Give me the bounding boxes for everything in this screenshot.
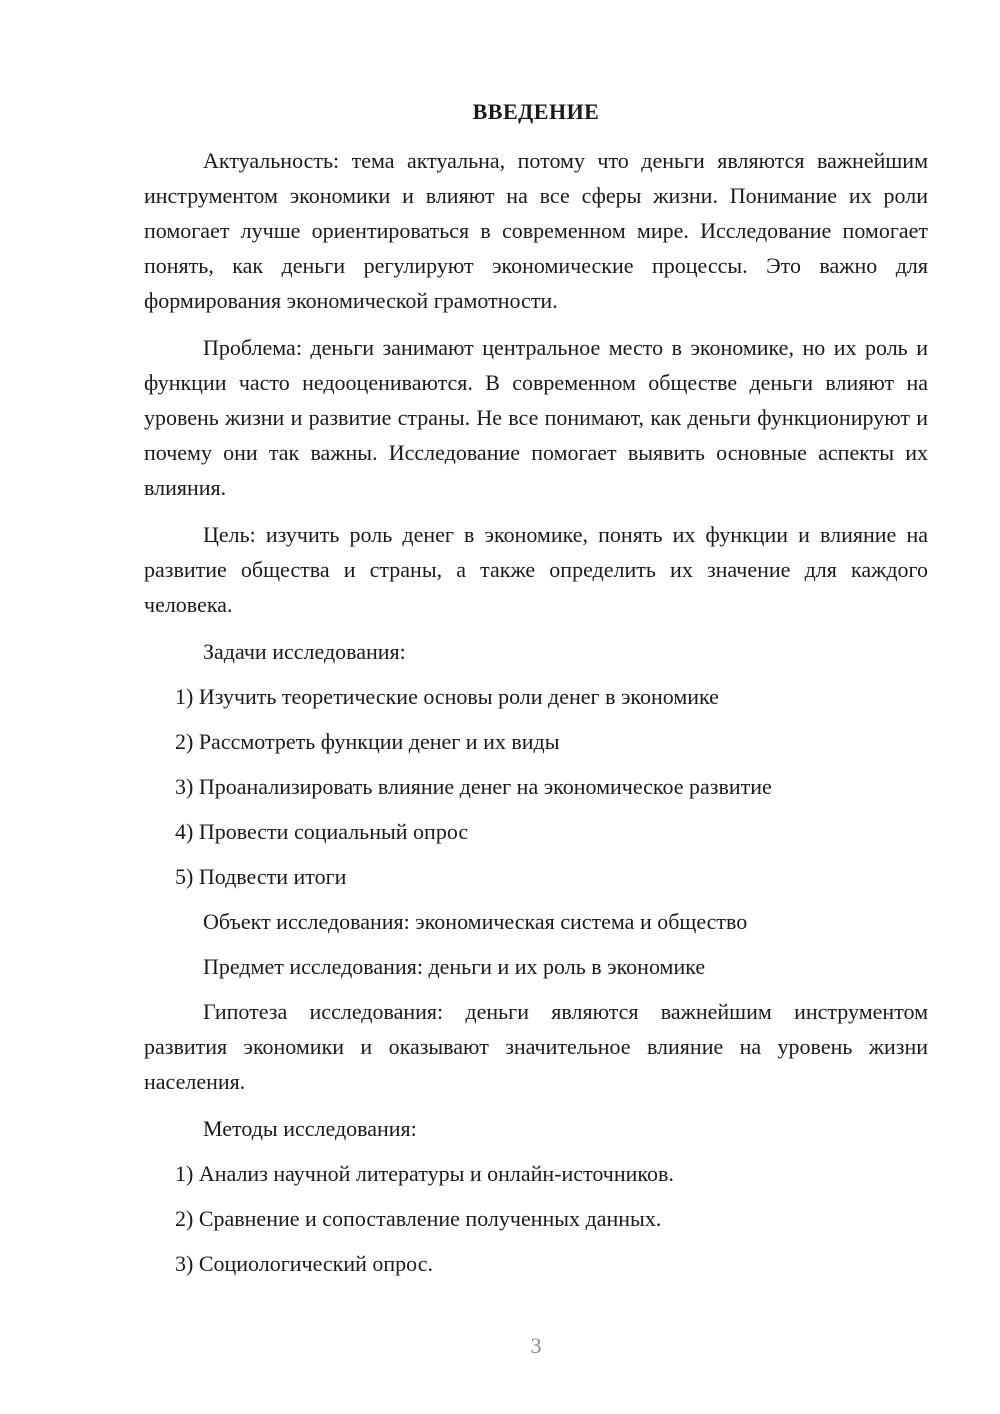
task-item: 4) Провести социальный опрос [175, 819, 469, 844]
relevance-paragraph: Актуальность: тема актуальна, потому что деньги являются важнейшим инструментом экономики и влияют на все сферы жизни. Понимание их роли помогает лучше ориентироваться в современном мире. Исследование помогает понять, как деньги регулируют экономические процессы. Это важно для формирования экономической грамотности. [144, 148, 928, 313]
task-item: 3) Проанализировать влияние денег на экономическое развитие [175, 774, 772, 799]
task-item: 2) Рассмотреть функции денег и их виды [175, 729, 560, 754]
hypothesis-paragraph: Гипотеза исследования: деньги являются важнейшим инструментом развития экономики и оказывают значительное влияние на уровень жизни населения. [144, 999, 928, 1094]
page-number: 3 [530, 1333, 542, 1358]
method-item: 3) Социологический опрос. [175, 1251, 433, 1276]
method-item: 1) Анализ научной литературы и онлайн-источников. [175, 1161, 674, 1186]
method-item: 2) Сравнение и сопоставление полученных данных. [175, 1206, 662, 1231]
task-item: 1) Изучить теоретические основы роли денег в экономике [175, 684, 719, 709]
document-page [144, 94, 928, 1291]
section-title: ВВЕДЕНИЕ [472, 99, 600, 124]
problem-paragraph: Проблема: деньги занимают центральное место в экономике, но их роль и функции часто недооцениваются. В современном обществе деньги влияют на уровень жизни и развитие страны. Не все понимают, как деньги функционируют и почему они так важны. Исследование помогает выявить основные аспекты их влияния. [144, 335, 928, 500]
methods-heading: Методы исследования: [203, 1116, 417, 1141]
task-item: 5) Подвести итоги [175, 864, 347, 889]
tasks-heading: Задачи исследования: [203, 639, 406, 664]
research-object: Объект исследования: экономическая система и общество [203, 909, 748, 934]
goal-paragraph: Цель: изучить роль денег в экономике, понять их функции и влияние на развитие общества и страны, а также определить их значение для каждого человека. [144, 522, 928, 617]
research-subject: Предмет исследования: деньги и их роль в экономике [203, 954, 706, 979]
